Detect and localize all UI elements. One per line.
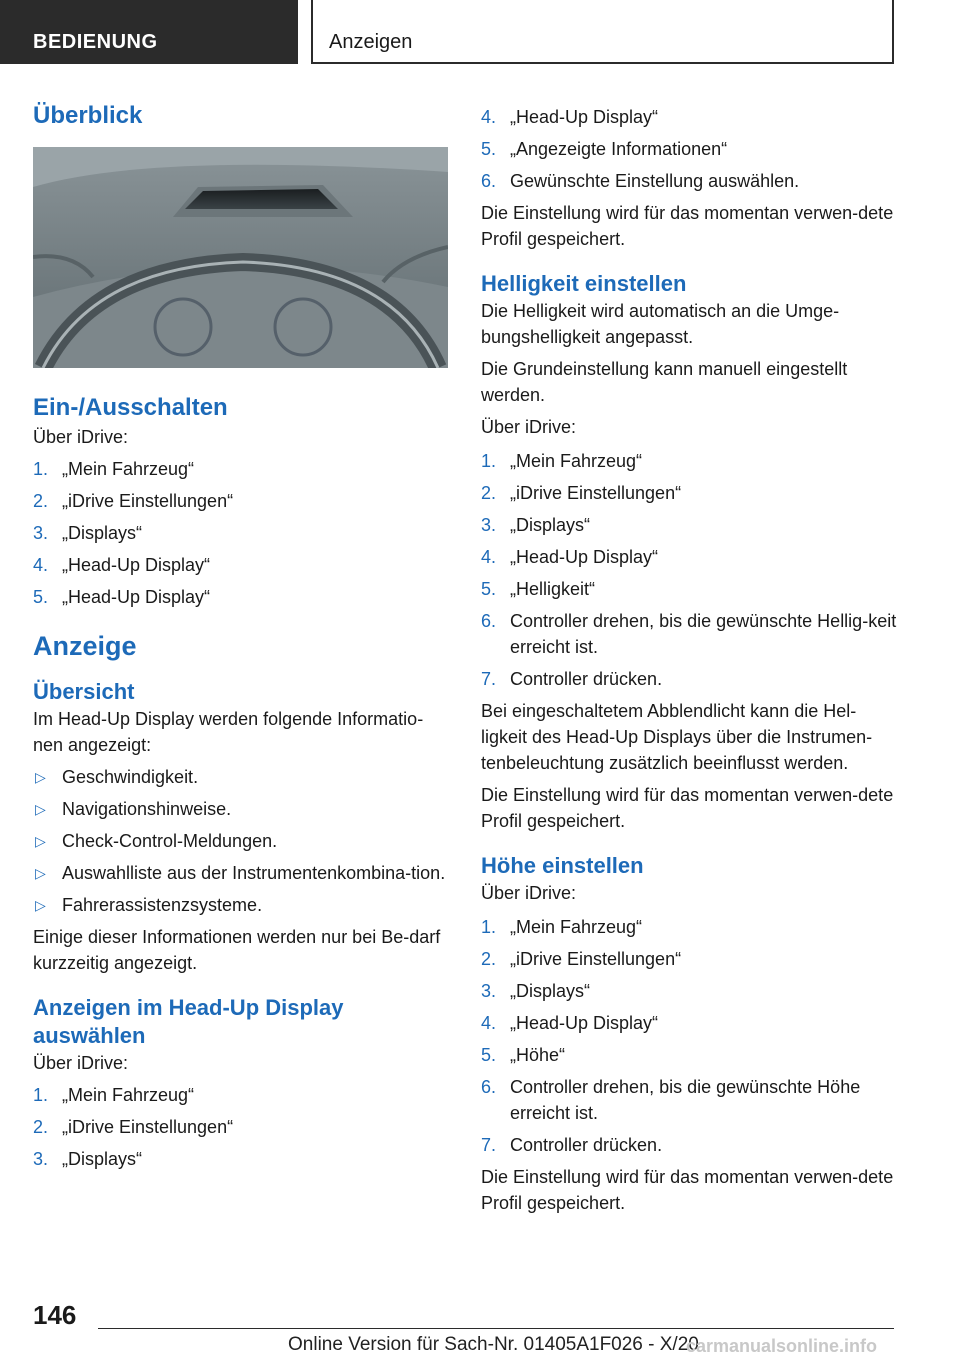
heading-uebersicht: Übersicht	[33, 679, 135, 704]
height-steps-list	[481, 914, 901, 1158]
heading-on-off: Ein-/Ausschalten	[33, 394, 228, 421]
list-item: ▷ Navigationshinweise.	[35, 799, 232, 819]
chapter-title: Anzeigen	[329, 31, 413, 53]
list-item: 7. Controller drücken.	[481, 669, 663, 689]
list-item: 4. „Head-Up Display“	[481, 547, 659, 567]
list-item: 2. „iDrive Einstellungen“	[481, 483, 682, 503]
list-item: 4. „Head-Up Display“	[481, 1013, 659, 1033]
brightness-p3: Bei eingeschaltetem Abblendlicht kann die Hel-ligkeit des Head-Up Displays über die Instrumen-tenbeleuchtung zusätzlich beeinflusst werden.	[481, 701, 873, 773]
list-item: ▷ Auswahlliste aus der Instrumentenkombina-tion.	[35, 863, 446, 883]
brightness-steps-list	[481, 448, 901, 692]
list-item: 4. „Head-Up Display“	[481, 107, 659, 127]
heading-select-display: Anzeigen im Head-Up Display auswählen	[33, 995, 344, 1048]
brightness-p1: Die Helligkeit wird automatisch an die Umge-bungshelligkeit angepasst.	[481, 301, 840, 347]
brightness-note: Die Einstellung wird für das momentan verwen-dete Profil gespeichert.	[481, 785, 894, 831]
uebersicht-intro: Im Head-Up Display werden folgende Informatio-nen angezeigt:	[33, 709, 424, 755]
list-item: 2. „iDrive Einstellungen“	[33, 1117, 234, 1137]
watermark: carmanualsonline.info	[686, 1336, 878, 1356]
list-item: 2. „iDrive Einstellungen“	[481, 949, 682, 969]
list-item: 1. „Mein Fahrzeug“	[33, 1085, 195, 1105]
list-item: 3. „Displays“	[33, 1149, 143, 1169]
list-item: 5. „Höhe“	[481, 1045, 566, 1065]
onoff-steps-list	[33, 456, 448, 610]
list-item: 3. „Displays“	[481, 515, 591, 535]
select-steps-continued	[481, 104, 901, 194]
heading-height: Höhe einstellen	[481, 853, 644, 878]
page-number: 146	[33, 1300, 77, 1330]
list-item: 5. „Helligkeit“	[481, 579, 596, 599]
list-item: 7. Controller drücken.	[481, 1135, 663, 1155]
height-intro: Über iDrive:	[481, 883, 577, 903]
list-item: ▷ Geschwindigkeit.	[35, 767, 199, 787]
height-note: Die Einstellung wird für das momentan verwen-dete Profil gespeichert.	[481, 1167, 894, 1213]
uebersicht-note: Einige dieser Informationen werden nur bei Be-darf kurzzeitig angezeigt.	[33, 927, 441, 973]
list-item: 5. „Head-Up Display“	[33, 587, 211, 607]
list-item: 3. „Displays“	[33, 523, 143, 543]
heading-brightness: Helligkeit einstellen	[481, 271, 687, 296]
select-intro: Über iDrive:	[33, 1053, 129, 1073]
list-item: 1. „Mein Fahrzeug“	[481, 917, 643, 937]
list-item: 5. „Angezeigte Informationen“	[481, 139, 728, 159]
brightness-p2: Die Grundeinstellung kann manuell eingestellt werden.	[481, 359, 848, 405]
chapter-tab	[311, 0, 894, 64]
section-tab	[0, 0, 298, 64]
heading-overview: Überblick	[33, 102, 143, 129]
list-item: 6. Controller drehen, bis die gewünschte Höhe erreicht ist.	[481, 1077, 861, 1123]
info-bullet-list	[33, 764, 448, 918]
dashboard-illustration	[33, 147, 448, 368]
list-item: ▷ Check-Control-Meldungen.	[35, 831, 278, 851]
onoff-intro: Über iDrive:	[33, 427, 129, 447]
brightness-intro: Über iDrive:	[481, 417, 577, 437]
list-item: 4. „Head-Up Display“	[33, 555, 211, 575]
right-column	[481, 104, 901, 1216]
list-item: 1. „Mein Fahrzeug“	[481, 451, 643, 471]
left-column	[33, 100, 448, 1172]
section-title: BEDIENUNG	[33, 31, 158, 53]
footer-divider	[98, 1328, 894, 1329]
list-item: 3. „Displays“	[481, 981, 591, 1001]
list-item: ▷ Fahrerassistenzsysteme.	[35, 895, 263, 915]
list-item: 6. Gewünschte Einstellung auswählen.	[481, 171, 800, 191]
list-item: 6. Controller drehen, bis die gewünschte Hellig-keit erreicht ist.	[481, 611, 897, 657]
select-note: Die Einstellung wird für das momentan verwen-dete Profil gespeichert.	[481, 203, 894, 249]
heading-anzeige: Anzeige	[33, 631, 137, 661]
select-steps-list	[33, 1082, 448, 1172]
online-version-text: Online Version für Sach-Nr. 01405A1F026 - X/20	[288, 1334, 699, 1355]
list-item: 2. „iDrive Einstellungen“	[33, 491, 234, 511]
list-item: 1. „Mein Fahrzeug“	[33, 459, 195, 479]
